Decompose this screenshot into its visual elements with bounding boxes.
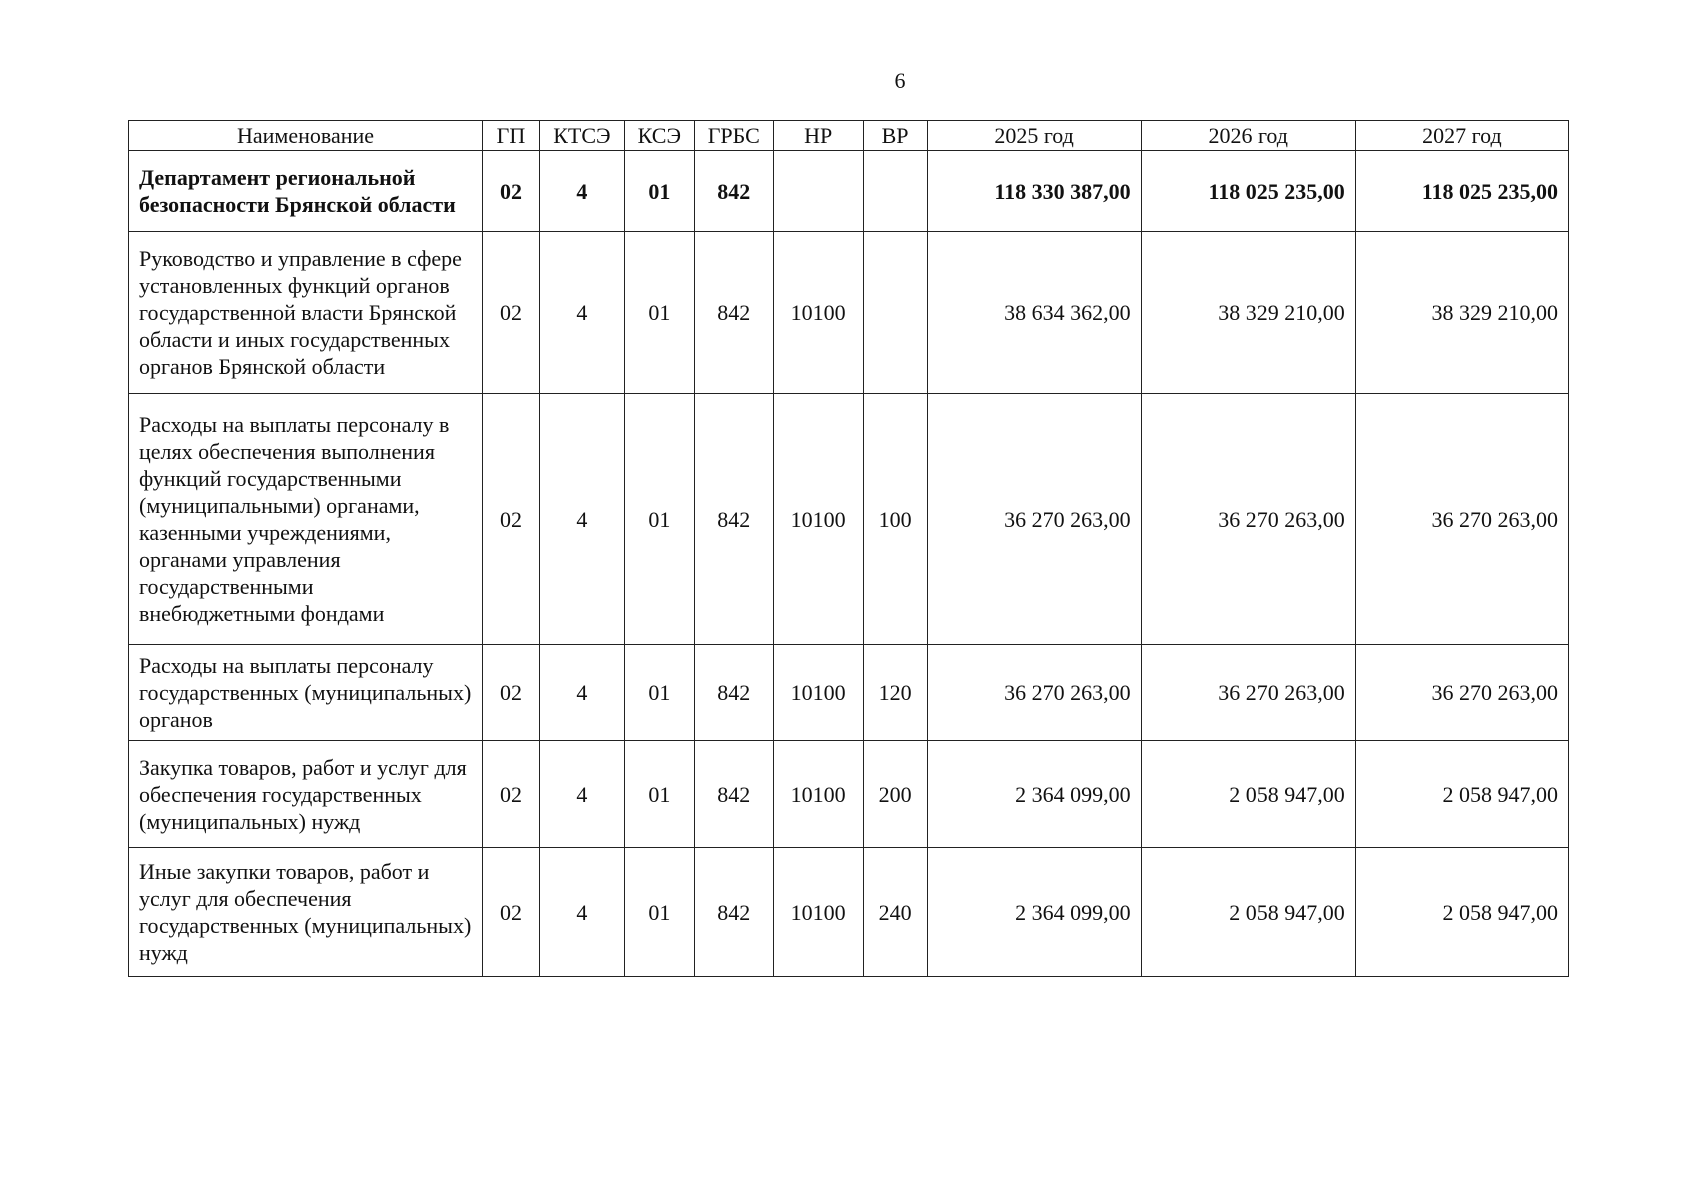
table-header-row — [129, 121, 1569, 151]
row-name: Руководство и управление в сфере установленных функций органов государственной власти Брянской области и иных государственных органов Брянской области — [129, 232, 483, 394]
row-vr — [863, 151, 927, 232]
row-kse: 01 — [624, 232, 694, 394]
row-2025: 2 364 099,00 — [927, 741, 1141, 848]
row-gp: 02 — [483, 848, 540, 977]
table-row — [129, 394, 1569, 645]
table-row — [129, 741, 1569, 848]
row-kse: 01 — [624, 151, 694, 232]
table-row — [129, 232, 1569, 394]
row-kse: 01 — [624, 741, 694, 848]
budget-table — [128, 120, 1569, 977]
row-grbs: 842 — [694, 645, 773, 741]
row-nr: 10100 — [773, 394, 863, 645]
row-ktse: 4 — [539, 741, 624, 848]
header-name: Наименование — [129, 121, 483, 151]
row-2026: 36 270 263,00 — [1141, 645, 1355, 741]
row-vr: 240 — [863, 848, 927, 977]
row-name: Закупка товаров, работ и услуг для обеспечения государственных (муниципальных) нужд — [129, 741, 483, 848]
row-2026: 2 058 947,00 — [1141, 848, 1355, 977]
row-ktse: 4 — [539, 232, 624, 394]
row-2027: 36 270 263,00 — [1355, 645, 1568, 741]
row-grbs: 842 — [694, 151, 773, 232]
header-ktse: КТСЭ — [539, 121, 624, 151]
header-grbs: ГРБС — [694, 121, 773, 151]
row-kse: 01 — [624, 645, 694, 741]
row-2025: 2 364 099,00 — [927, 848, 1141, 977]
row-2027: 118 025 235,00 — [1355, 151, 1568, 232]
row-kse: 01 — [624, 394, 694, 645]
page-number: 6 — [894, 68, 906, 93]
row-2025: 118 330 387,00 — [927, 151, 1141, 232]
row-ktse: 4 — [539, 848, 624, 977]
row-2025: 36 270 263,00 — [927, 645, 1141, 741]
header-2025: 2025 год — [927, 121, 1141, 151]
header-kse: КСЭ — [624, 121, 694, 151]
row-2027: 2 058 947,00 — [1355, 848, 1568, 977]
row-vr: 120 — [863, 645, 927, 741]
row-ktse: 4 — [539, 151, 624, 232]
row-2026: 38 329 210,00 — [1141, 232, 1355, 394]
table-row — [129, 645, 1569, 741]
row-ktse: 4 — [539, 645, 624, 741]
row-grbs: 842 — [694, 741, 773, 848]
row-vr: 100 — [863, 394, 927, 645]
row-nr: 10100 — [773, 645, 863, 741]
row-gp: 02 — [483, 394, 540, 645]
row-gp: 02 — [483, 151, 540, 232]
row-gp: 02 — [483, 232, 540, 394]
row-grbs: 842 — [694, 848, 773, 977]
row-2027: 38 329 210,00 — [1355, 232, 1568, 394]
row-nr: 10100 — [773, 741, 863, 848]
row-2026: 36 270 263,00 — [1141, 394, 1355, 645]
header-gp: ГП — [483, 121, 540, 151]
row-2026: 2 058 947,00 — [1141, 741, 1355, 848]
row-name: Департамент региональной безопасности Брянской области — [129, 151, 483, 232]
header-2026: 2026 год — [1141, 121, 1355, 151]
row-vr — [863, 232, 927, 394]
row-gp: 02 — [483, 645, 540, 741]
row-2027: 36 270 263,00 — [1355, 394, 1568, 645]
row-nr: 10100 — [773, 848, 863, 977]
row-2025: 38 634 362,00 — [927, 232, 1141, 394]
row-vr: 200 — [863, 741, 927, 848]
row-name: Расходы на выплаты персоналу государственных (муниципальных) органов — [129, 645, 483, 741]
row-2027: 2 058 947,00 — [1355, 741, 1568, 848]
header-vr: ВР — [863, 121, 927, 151]
row-grbs: 842 — [694, 394, 773, 645]
row-gp: 02 — [483, 741, 540, 848]
table-row — [129, 848, 1569, 977]
row-nr: 10100 — [773, 232, 863, 394]
row-2025: 36 270 263,00 — [927, 394, 1141, 645]
row-kse: 01 — [624, 848, 694, 977]
header-2027: 2027 год — [1355, 121, 1568, 151]
table-row — [129, 151, 1569, 232]
row-name: Иные закупки товаров, работ и услуг для обеспечения государственных (муниципальных) нужд — [129, 848, 483, 977]
row-name: Расходы на выплаты персоналу в целях обеспечения выполнения функций государственными (муниципальными) органами, казенными учреждениями, органами управления государственными внебюджетными фондами — [129, 394, 483, 645]
row-grbs: 842 — [694, 232, 773, 394]
row-2026: 118 025 235,00 — [1141, 151, 1355, 232]
row-nr — [773, 151, 863, 232]
row-ktse: 4 — [539, 394, 624, 645]
header-nr: НР — [773, 121, 863, 151]
